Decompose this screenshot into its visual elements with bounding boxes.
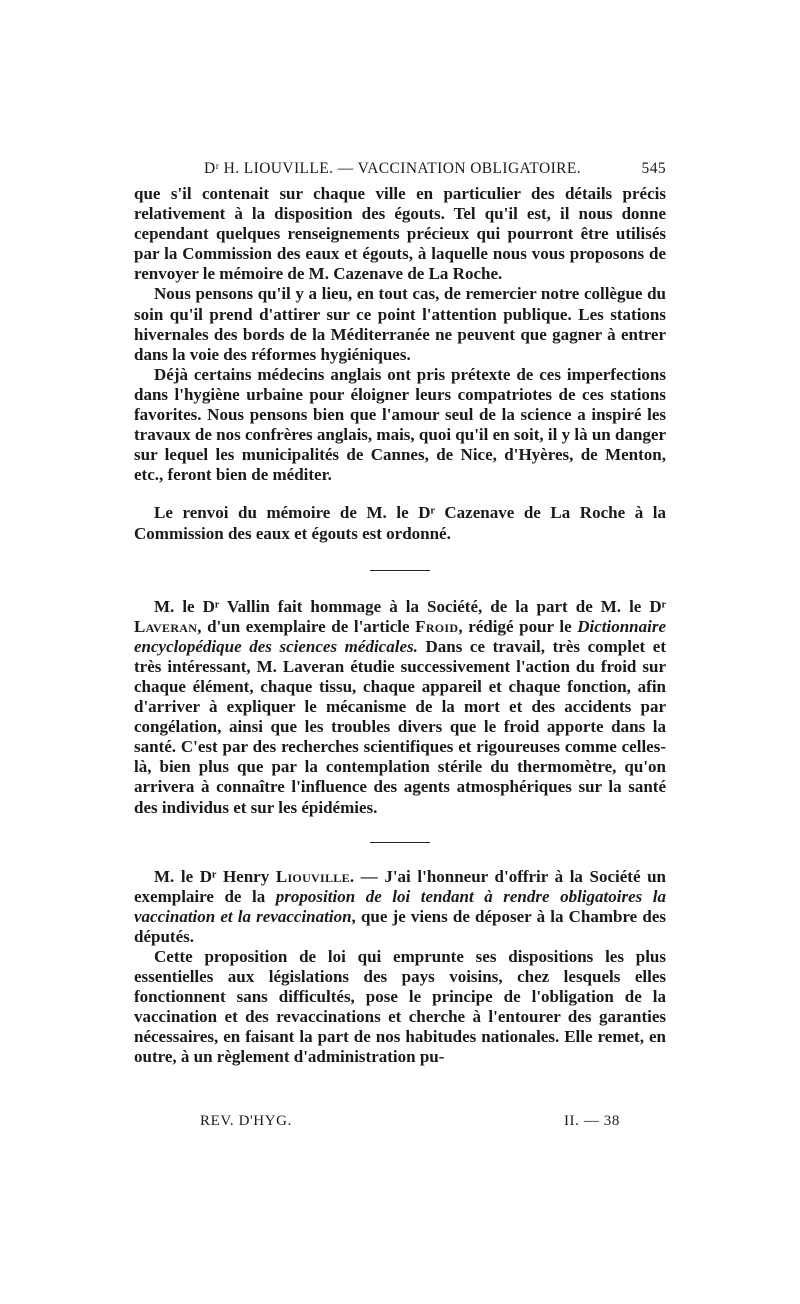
page-footer: [200, 1113, 620, 1130]
footer-signature: II. — 38: [563, 1113, 620, 1129]
running-head: [134, 160, 666, 184]
name-liouville: Liouville: [275, 866, 350, 886]
article-froid: Froid: [415, 616, 459, 636]
page-number: 545: [641, 160, 666, 177]
paragraph-thanks: Nous pensons qu'il y a lieu, en tout cas, de remercier notre collègue du soin qu'il prend d'attirer sur ce point l'attention publique. Les stations hivernales des bords de la Méditerranée ne peuvent que gagner à entrer dans la voie des réformes hygiéniques.: [134, 284, 666, 364]
running-title: Dʳ H. LIOUVILLE. — VACCINATION OBLIGATOIRE.: [204, 160, 582, 177]
page-body: [134, 160, 666, 1068]
law-proposal-title: proposition de loi tendant à rendre obligatoires la vaccination et la revaccination: [134, 886, 666, 926]
name-laveran: Laveran: [134, 616, 198, 636]
dictionary-title: Dictionnaire encyclopédique des sciences médicales.: [134, 616, 666, 656]
paragraph-proposal: Cette proposition de loi qui emprunte ses dispositions les plus essentielles aux législations des pays voisins, chez lesquels elles fonctionnent sans difficultés, pose le principe de l'obligation de la vaccination et des revaccinations et cherche à l'entourer des garanties nécessaires, en faisant la part de nos habitudes nationales. Elle remet, en outre, à un règlement d'administration pu-: [134, 947, 666, 1067]
footer-journal: REV. D'HYG.: [200, 1113, 292, 1129]
paragraph-referral: Le renvoi du mémoire de M. le Dʳ Cazenave de La Roche à la Commission des eaux et égouts est ordonné.: [134, 503, 666, 543]
paragraph-english-doctors: Déjà certains médecins anglais ont pris prétexte de ces imperfections dans l'hygiène urbaine pour éloigner leurs compatriotes de ces stations favorites. Nous pensons bien que l'amour seul de la science a inspiré les travaux de nos confrères anglais, mais, quoi qu'il en soit, il y là un danger sur lequel les municipalités de Cannes, de Nice, d'Hyères, de Menton, etc., feront bien de méditer.: [134, 364, 666, 485]
paragraph-liouville: M. le Dʳ Henry Liouville. — J'ai l'honneur d'offrir à la Société un exemplaire de la proposition de loi tendant à rendre obligatoires la vaccination et la revaccination, que je viens de déposer à la Chambre des députés.: [134, 866, 667, 946]
paragraph-continuation: que s'il contenait sur chaque ville en particulier des détails précis relativement à la disposition des égouts. Tel qu'il est, il nous donne cependant quelques renseignements précieux qui pourront être utilisés par la Commission des eaux et égouts, à laquelle nous vous proposons de renvoyer le mémoire de M. Cazenave de La Roche.: [134, 184, 666, 284]
paragraph-vallin: M. le Dʳ Vallin fait hommage à la Société, de la part de M. le Dʳ Laveran, d'un exemplaire de l'article Froid, rédigé pour le Dictionnaire encyclopédique des sciences médicales. Dans ce travail, très complet et très intéressant, M. Laveran étudie successivement l'action du froid sur chaque élément, chaque tissu, chaque appareil et chaque fonction, afin d'arriver à expliquer le mécanisme de la mort et des accidents par congélation, ainsi que les troubles divers que le froid apporte dans la santé. C'est par des recherches scientifiques et rigoureuses comme celles-là, bien plus que par la contemplation stérile du thermomètre, qu'on arrivera à connaître l'influence des agents atmosphériques sur la santé des individus et sur les épidémies.: [134, 596, 666, 817]
